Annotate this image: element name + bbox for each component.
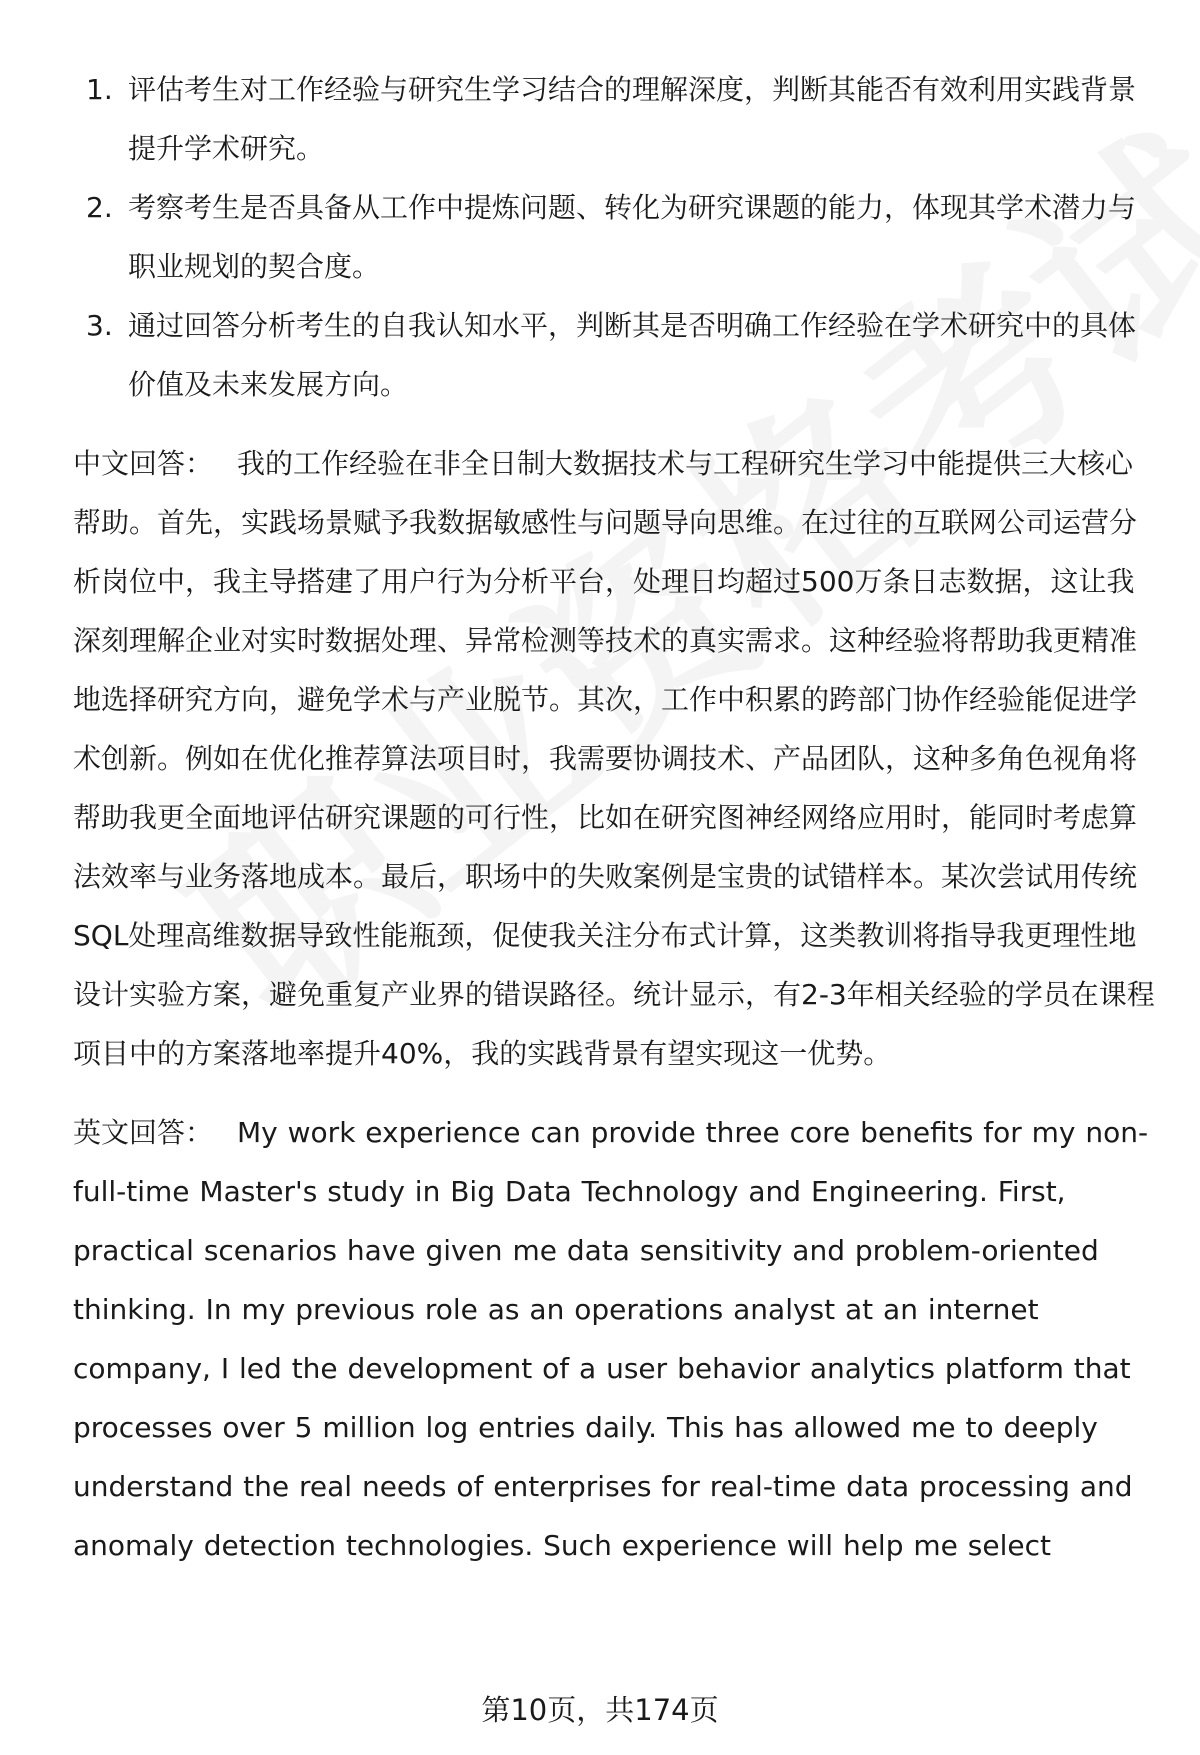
english-answer-label: 英文回答： [73,1116,214,1149]
list-item [73,296,1158,414]
list-item-number: 2. [86,191,113,224]
list-item [73,60,1158,178]
list-item-text: 评估考生对工作经验与研究生学习结合的理解深度，判断其能否有效利用实践背景提升学术研究。 [128,73,1137,165]
list-item [73,178,1158,296]
list-item-number: 3. [86,309,113,342]
list-item-number: 1. [86,73,113,106]
chinese-answer-paragraph [73,434,1158,1083]
evaluation-criteria-list [73,60,1158,414]
english-answer-paragraph [73,1103,1158,1575]
list-item-text: 考察考生是否具备从工作中提炼问题、转化为研究课题的能力，体现其学术潜力与职业规划的契合度。 [128,191,1137,283]
english-answer-text: My work experience can provide three core benefits for my non-full-time Master's study in Big Data Technology and Engineering. First, practical scenarios have given me data sensitivity and problem-oriented thinking. In my previous role as an operations analyst at an internet company, I led the development of a user behavior analytics platform that processes over 5 million log entries daily. This has allowed me to deeply understand the real needs of enterprises for real-time data processing and anomaly detection technologies. Such experience will help me select [73,1116,1149,1562]
document-page [73,60,1158,1575]
list-item-text: 通过回答分析考生的自我认知水平，判断其是否明确工作经验在学术研究中的具体价值及未来发展方向。 [128,309,1137,401]
chinese-answer-label: 中文回答： [73,447,214,480]
page-indicator: 第10页，共174页 [481,1693,719,1727]
chinese-answer-text: 我的工作经验在非全日制大数据技术与工程研究生学习中能提供三大核心帮助。首先，实践场景赋予我数据敏感性与问题导向思维。在过往的互联网公司运营分析岗位中，我主导搭建了用户行为分析平台，处理日均超过500万条日志数据，这让我深刻理解企业对实时数据处理、异常检测等技术的真实需求。这种经验将帮助我更精准地选择研究方向，避免学术与产业脱节。其次，工作中积累的跨部门协作经验能促进学术创新。例如在优化推荐算法项目时，我需要协调技术、产品团队，这种多角色视角将帮助我更全面地评估研究课题的可行性，比如在研究图神经网络应用时，能同时考虑算法效率与业务落地成本。最后，职场中的失败案例是宝贵的试错样本。某次尝试用传统SQL处理高维数据导致性能瓶颈，促使我关注分布式计算，这类教训将指导我更理性地设计实验方案，避免重复产业界的错误路径。统计显示，有2-3年相关经验的学员在课程项目中的方案落地率提升40%，我的实践背景有望实现这一优势。 [73,447,1155,1070]
